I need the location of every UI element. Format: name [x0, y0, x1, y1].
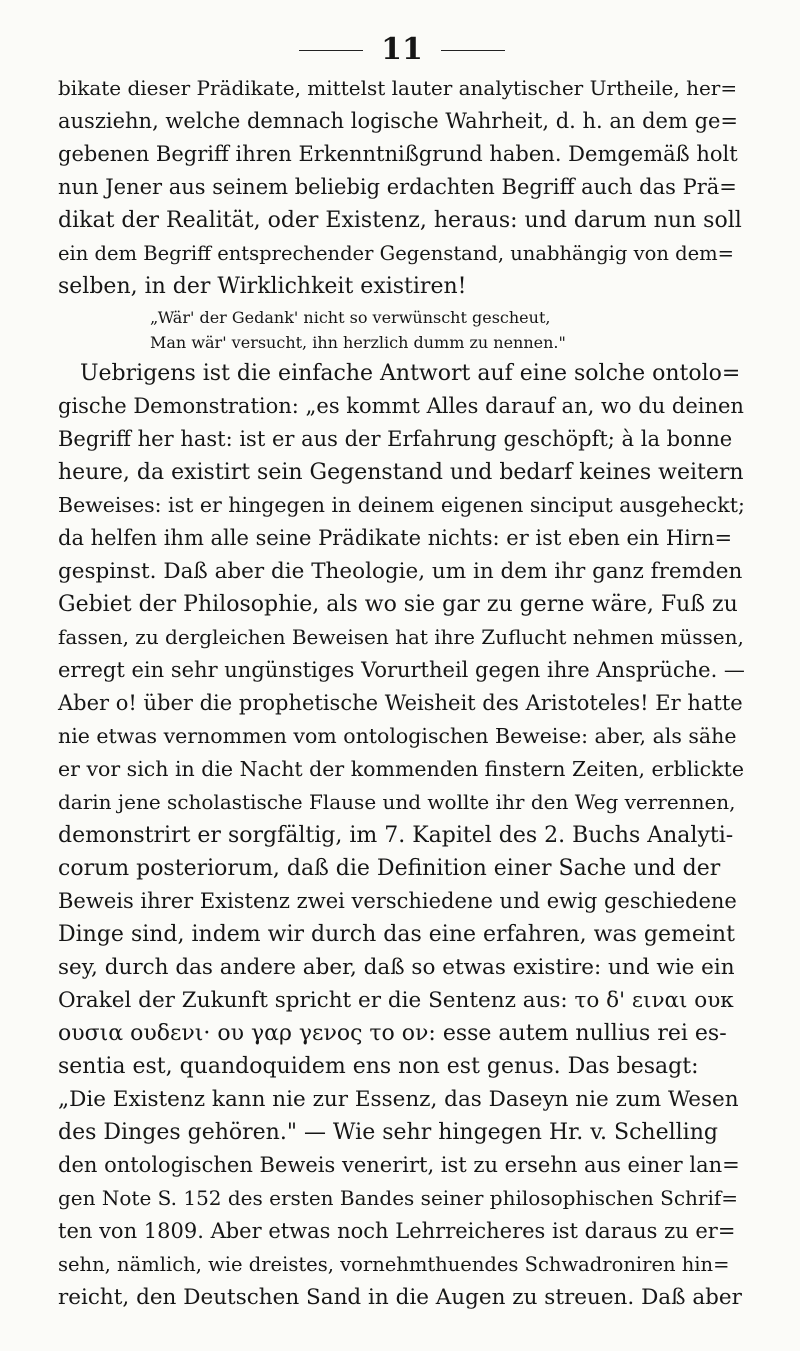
text-line: Orakel der Zukunft spricht er die Sentenz aus: το δ' ειναι ουκ: [58, 988, 734, 1013]
text-line: fassen, zu dergleichen Beweisen hat ihre Zuflucht nehmen müssen,: [58, 625, 744, 649]
text-line: gische Demonstration: „es kommt Alles darauf an, wo du deinen: [58, 394, 744, 418]
text-line: des Dinges gehören." — Wie sehr hingegen Hr. v. Schelling: [58, 1120, 718, 1145]
poem-quote: [150, 305, 746, 355]
text-line: bikate dieser Prädikate, mittelst lauter analytischer Urtheile, her=: [58, 76, 738, 100]
text-line: nie etwas vernommen vom ontologischen Beweise: aber, als sähe: [58, 724, 737, 748]
text-line: corum posteriorum, daß die Definition einer Sache und der: [58, 856, 721, 881]
text-line: heure, da existirt sein Gegenstand und bedarf keines weitern: [58, 460, 744, 485]
text-line: gebenen Begriff ihren Erkenntnißgrund haben. Demgemäß holt: [58, 142, 738, 166]
text-line: Uebrigens ist die einfache Antwort auf eine solche ontolo=: [80, 361, 741, 386]
text-line: er vor sich in die Nacht der kommenden finstern Zeiten, erblickte: [58, 757, 744, 781]
text-line: darin jene scholastische Flause und wollte ihr den Weg verrennen,: [58, 790, 736, 814]
text-line: selben, in der Wirklichkeit existiren!: [58, 274, 467, 299]
text-line: erregt ein sehr ungünstiges Vorurtheil gegen ihre Ansprüche. —: [58, 658, 745, 682]
text-line: sey, durch das andere aber, daß so etwas existire: und wie ein: [58, 955, 735, 980]
text-line: Dinge sind, indem wir durch das eine erfahren, was gemeint: [58, 922, 735, 947]
quote-line: „Wär' der Gedank' nicht so verwünscht gescheut,: [150, 308, 551, 327]
text-line: gespinst. Daß aber die Theologie, um in dem ihr ganz fremden: [58, 559, 743, 584]
text-line: da helfen ihm alle seine Prädikate nichts: er ist eben ein Hirn=: [58, 526, 733, 550]
text-line: Gebiet der Philosophie, als wo sie gar zu gerne wäre, Fuß zu: [58, 592, 738, 617]
text-line: ein dem Begriff entsprechender Gegenstand, unabhängig von dem=: [58, 242, 734, 265]
header-rule-right: [441, 50, 505, 51]
text-line: Begriff her hast: ist er aus der Erfahrung geschöpft; à la bonne: [58, 427, 733, 451]
page-header: [58, 30, 746, 70]
text-line: nun Jener aus seinem beliebig erdachten Begriff auch das Prä=: [58, 175, 737, 199]
text-line: dikat der Realität, oder Existenz, heraus: und darum nun soll: [58, 208, 742, 233]
text-line: „Die Existenz kann nie zur Essenz, das Daseyn nie zum Wesen: [58, 1087, 739, 1112]
text-line: ausziehn, welche demnach logische Wahrheit, d. h. an dem ge=: [58, 109, 739, 133]
page-number: 11: [381, 32, 423, 67]
text-line: ουσια ουδενι· ου γαρ γενος το ον: esse autem nullius rei es-: [58, 1021, 727, 1046]
text-line: demonstrirt er sorgfältig, im 7. Kapitel des 2. Buchs Analyti-: [58, 823, 734, 848]
paragraph-1: [58, 72, 746, 303]
text-line: Aber o! über die prophetische Weisheit des Aristoteles! Er hatte: [58, 691, 743, 715]
text-line: gen Note S. 152 des ersten Bandes seiner philosophischen Schrif=: [58, 1186, 739, 1210]
text-line: ten von 1809. Aber etwas noch Lehrreicheres ist daraus zu er=: [58, 1219, 736, 1243]
header-rule-left: [299, 50, 363, 51]
text-line: Beweis ihrer Existenz zwei verschiedene und ewig geschiedene: [58, 889, 737, 913]
text-line: Beweises: ist er hingegen in deinem eigenen sinciput ausgeheckt;: [58, 493, 745, 517]
text-line: reicht, den Deutschen Sand in die Augen zu streuen. Daß aber: [58, 1285, 742, 1310]
paragraph-2: [58, 357, 746, 1314]
text-line: den ontologischen Beweis venerirt, ist zu ersehn aus einer lan=: [58, 1153, 740, 1177]
text-line: sentia est, quandoquidem ens non est genus. Das besagt:: [58, 1054, 699, 1079]
text-line: sehn, nämlich, wie dreistes, vornehmthuendes Schwadroniren hin=: [58, 1253, 730, 1276]
quote-line: Man wär' versucht, ihn herzlich dumm zu nennen.": [150, 333, 566, 352]
